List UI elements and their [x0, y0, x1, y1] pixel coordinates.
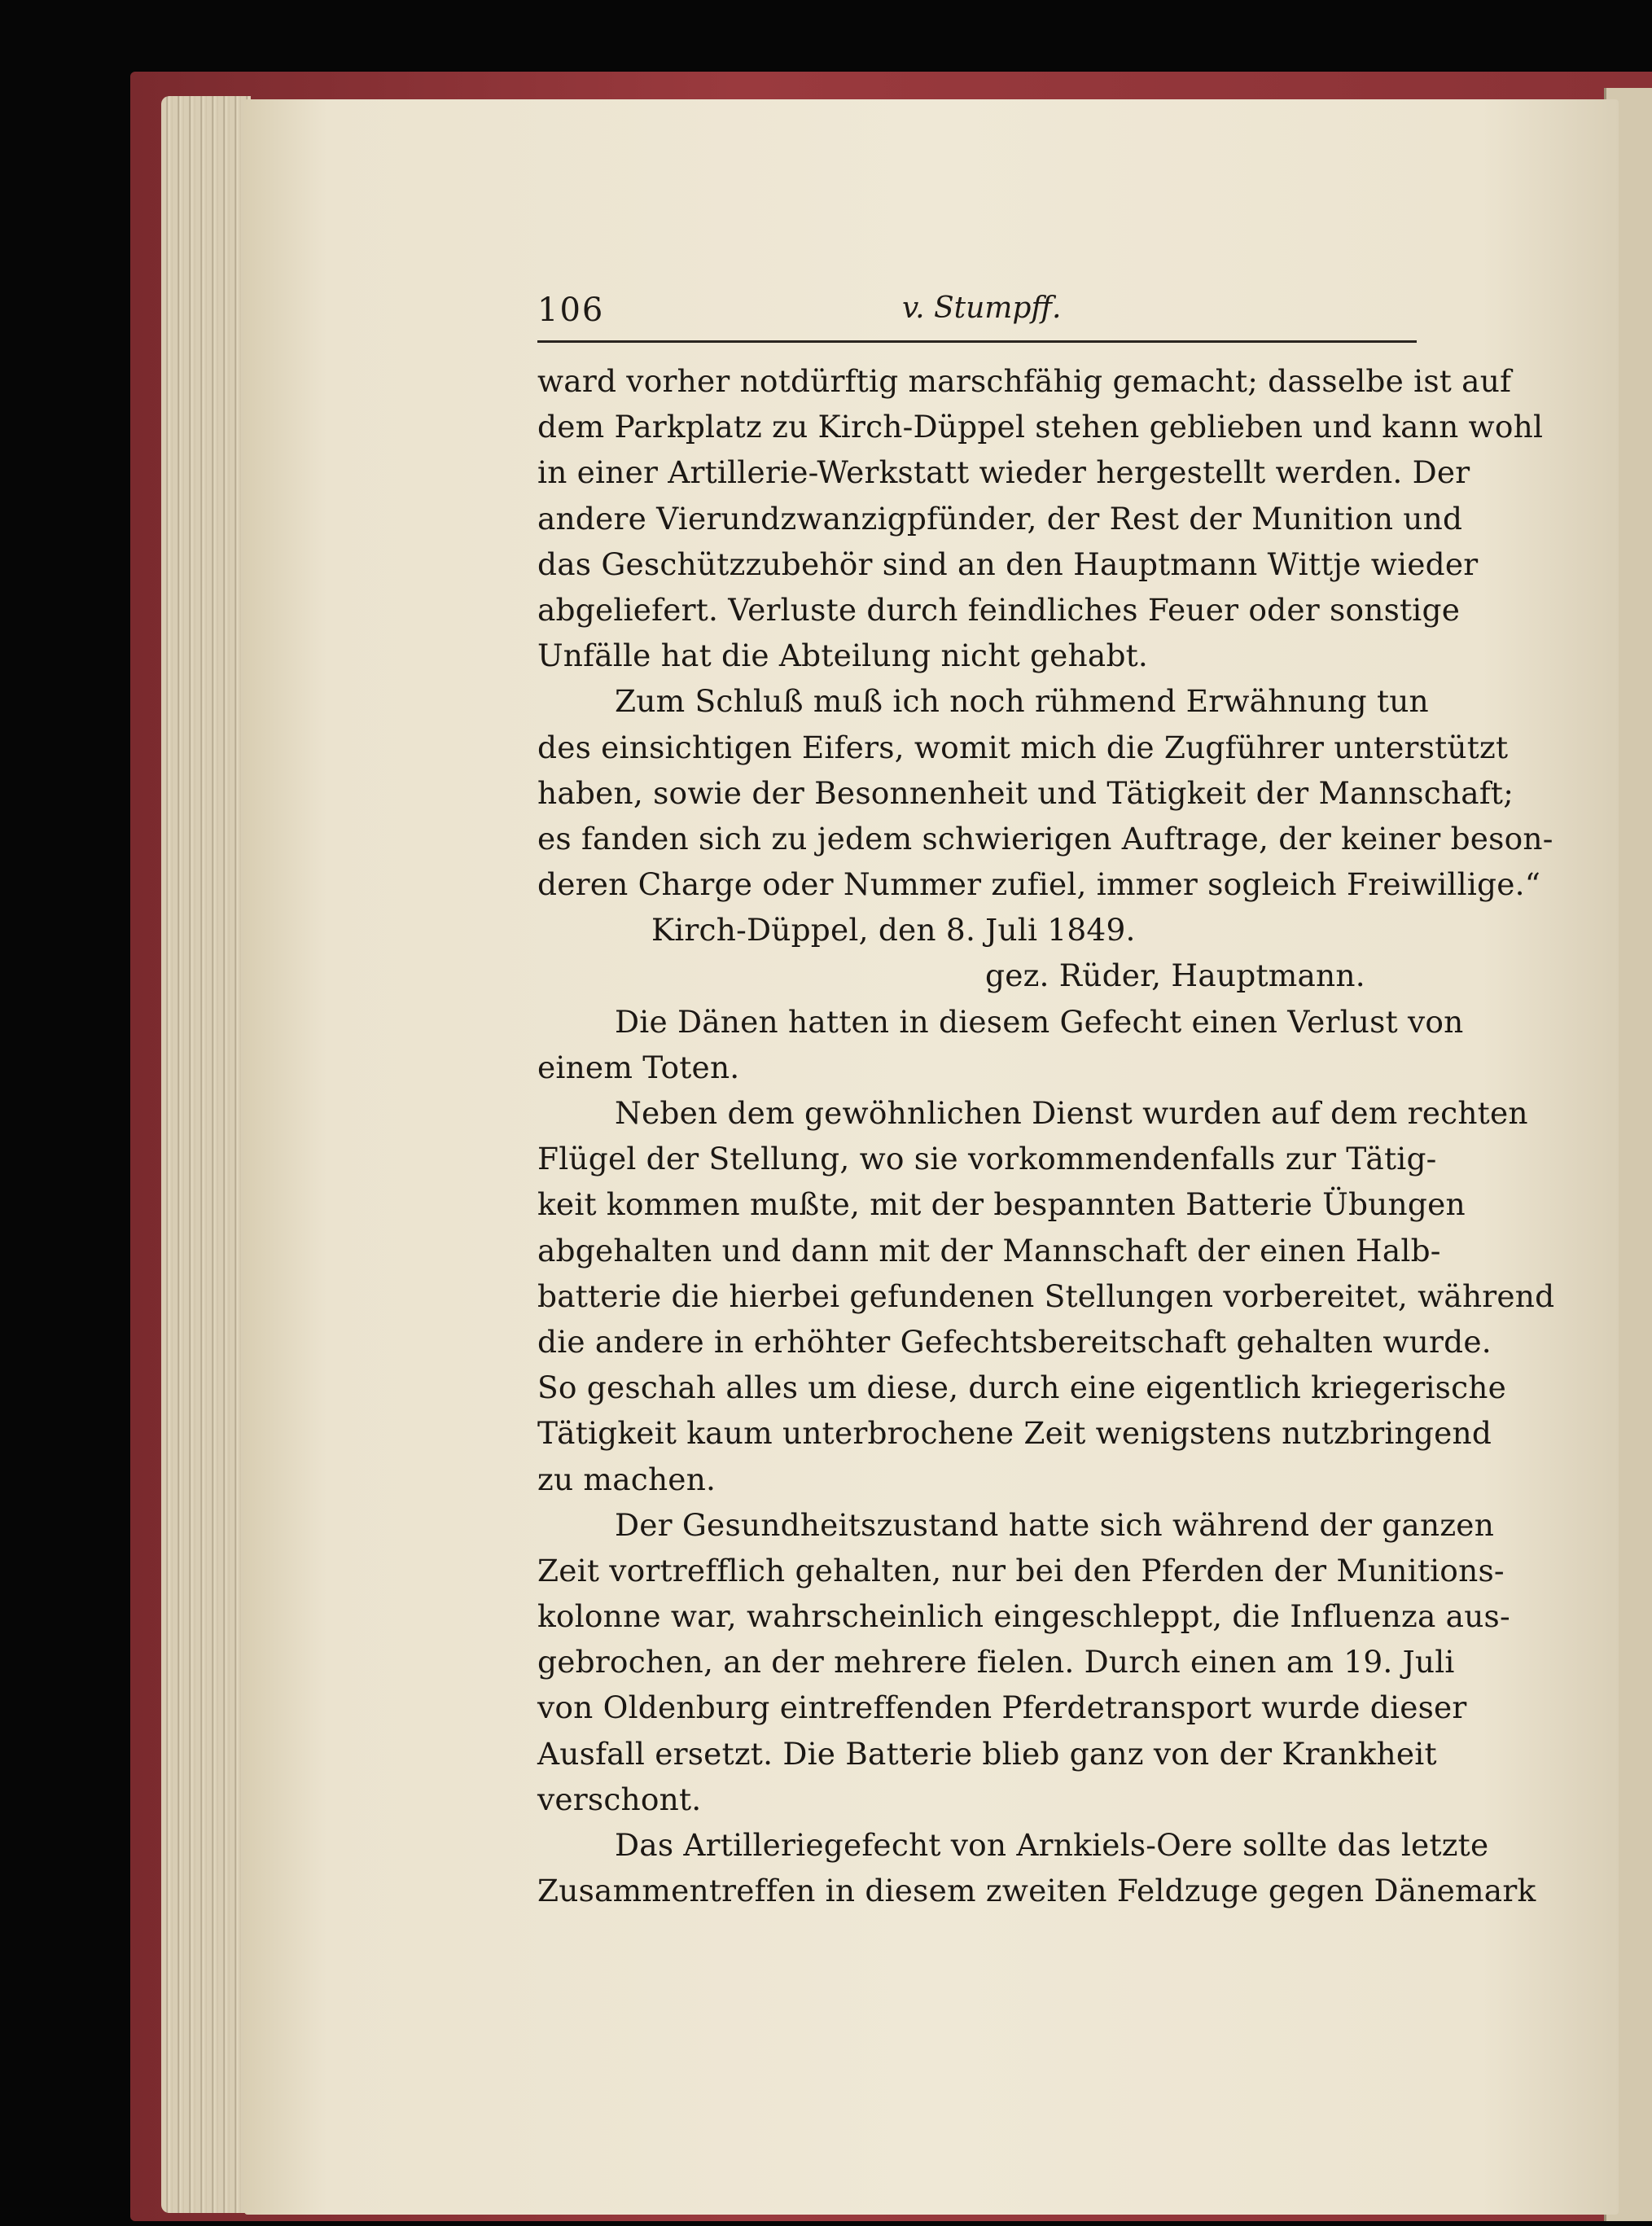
text-line: Zeit vortrefflich gehalten, nur bei den Pferden der Munitions- — [537, 1552, 1505, 1588]
text-line: in einer Artillerie-Werkstatt wieder hergestellt werden. Der — [537, 454, 1470, 491]
text-line: haben, sowie der Besonnenheit und Tätigkeit der Mannschaft; — [537, 774, 1514, 811]
text-line: die andere in erhöhter Gefechtsbereitschaft gehalten wurde. — [537, 1323, 1492, 1360]
text-line: batterie die hierbei gefundenen Stellungen vorbereitet, während — [537, 1277, 1555, 1314]
body-text — [537, 358, 1555, 1913]
running-head: v. Stumpff. — [902, 291, 1062, 325]
text-line: andere Vierundzwanzigpfünder, der Rest der Munition und — [537, 500, 1463, 537]
text-line: Kirch-Düppel, den 8. Juli 1849. — [651, 912, 1136, 949]
text-line: abgehalten und dann mit der Mannschaft der einen Halb- — [537, 1232, 1441, 1269]
page-header — [537, 291, 1417, 343]
text-line: Das Artilleriegefecht von Arnkiels-Oere sollte das letzte — [615, 1827, 1489, 1863]
text-line: gez. Rüder, Hauptmann. — [985, 957, 1365, 994]
text-line: Zusammentreffen in diesem zweiten Feldzuge gegen Dänemark — [537, 1873, 1536, 1909]
text-line: gebrochen, an der mehrere fielen. Durch einen am 19. Juli — [537, 1644, 1455, 1680]
text-line: verschont. — [537, 1781, 702, 1817]
text-line: kolonne war, wahrscheinlich eingeschleppt, die Influenza aus- — [537, 1598, 1510, 1635]
page-edges — [161, 96, 251, 2213]
page-number: 106 — [537, 291, 605, 329]
text-line: von Oldenburg eintreffenden Pferdetransport wurde dieser — [537, 1689, 1467, 1726]
text-line: zu machen. — [537, 1461, 716, 1497]
text-line: dem Parkplatz zu Kirch-Düppel stehen geblieben und kann wohl — [537, 409, 1544, 445]
text-line: deren Charge oder Nummer zufiel, immer sogleich Freiwillige.“ — [537, 866, 1541, 903]
text-line: einem Toten. — [537, 1049, 740, 1085]
text-line: Die Dänen hatten in diesem Gefecht einen Verlust von — [615, 1003, 1464, 1040]
text-line: So geschah alles um diese, durch eine eigentlich kriegerische — [537, 1369, 1507, 1406]
text-line: Der Gesundheitszustand hatte sich während der ganzen — [615, 1506, 1495, 1543]
text-line: Neben dem gewöhnlichen Dienst wurden auf dem rechten — [615, 1095, 1528, 1131]
text-line: Zum Schluß muß ich noch rühmend Erwähnung tun — [615, 683, 1429, 720]
text-line: Flügel der Stellung, wo sie vorkommendenfalls zur Tätig- — [537, 1141, 1437, 1177]
text-line: abgeliefert. Verluste durch feindliches Feuer oder sonstige — [537, 591, 1461, 628]
text-line: Unfälle hat die Abteilung nicht gehabt. — [537, 638, 1149, 674]
text-line: des einsichtigen Eifers, womit mich die Zugführer unterstützt — [537, 729, 1509, 765]
text-line: es fanden sich zu jedem schwierigen Auftrage, der keiner beson- — [537, 820, 1553, 857]
text-line: Ausfall ersetzt. Die Batterie blieb ganz von der Krankheit — [537, 1735, 1437, 1772]
text-line: keit kommen mußte, mit der bespannten Batterie Übungen — [537, 1186, 1466, 1223]
text-line: das Geschützzubehör sind an den Hauptmann Wittje wieder — [537, 546, 1479, 582]
text-line: Tätigkeit kaum unterbrochene Zeit wenigstens nutzbringend — [537, 1415, 1492, 1452]
text-line: ward vorher notdürftig marschfähig gemacht; dasselbe ist auf — [537, 363, 1512, 399]
